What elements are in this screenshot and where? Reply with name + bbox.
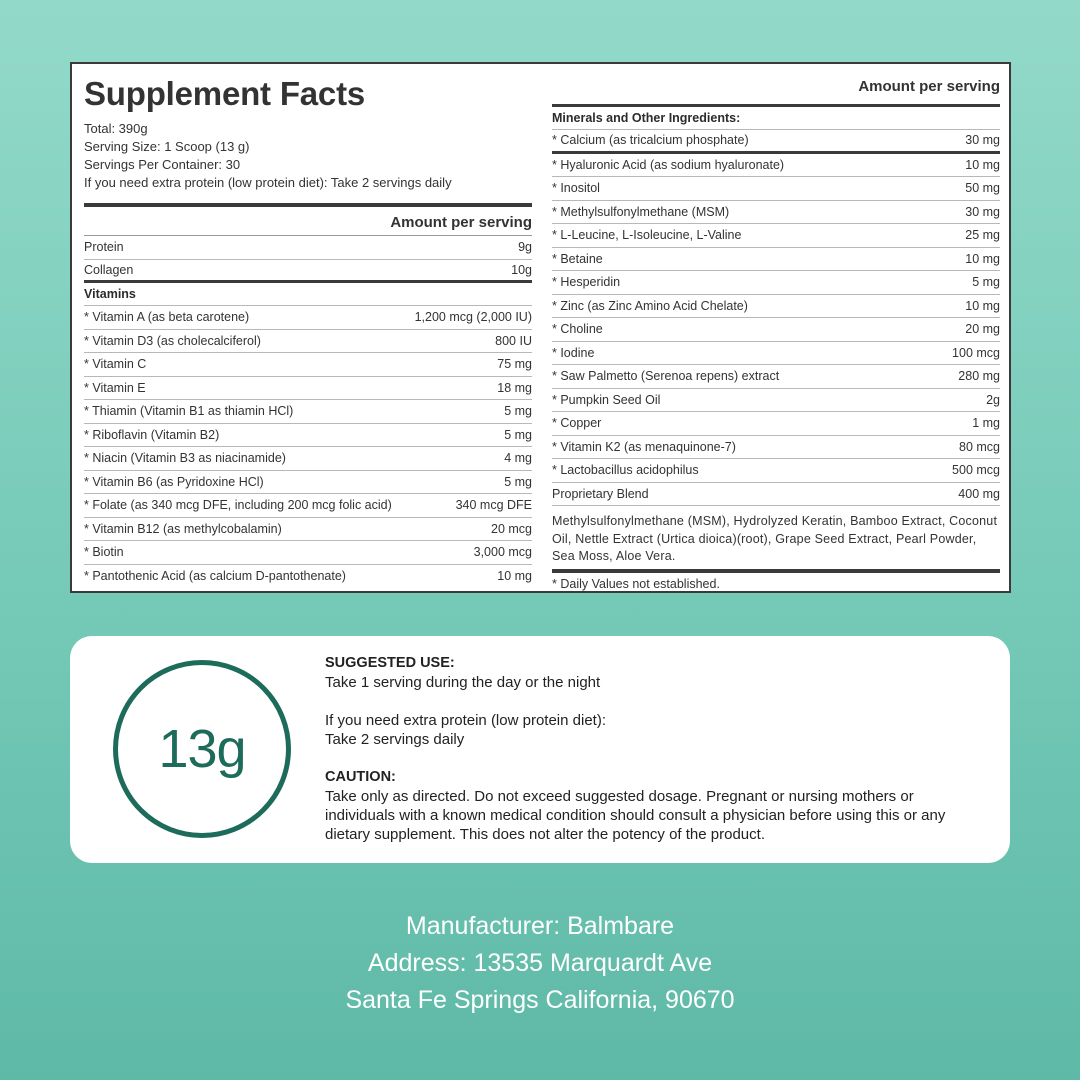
nutrient-row — [552, 483, 1000, 507]
nutrient-row — [552, 342, 1000, 366]
suggested-use-line: Take 1 serving during the day or the night — [325, 674, 601, 691]
extra-protein-line: If you need extra protein (low protein diet): — [325, 712, 606, 729]
vitamins-label: Vitamins — [84, 283, 532, 306]
nutrient-row — [84, 494, 532, 518]
nutrient-name: * Vitamin K2 (as menaquinone-7) — [552, 439, 736, 454]
meta-total: Total: 390g — [84, 121, 148, 136]
nutrient-amount: 80 mcg — [959, 439, 1000, 454]
nutrient-row — [84, 565, 532, 589]
nutrient-row — [552, 154, 1000, 178]
nutrient-name: * Biotin — [84, 545, 124, 560]
nutrient-name: * Hesperidin — [552, 275, 621, 290]
divider — [84, 203, 532, 207]
manufacturer-info — [0, 908, 1080, 1019]
extra-protein-dose: Take 2 servings daily — [325, 731, 465, 748]
nutrient-name: * Hyaluronic Acid (as sodium hyaluronate) — [552, 157, 785, 172]
nutrient-name: * Vitamin E — [84, 380, 146, 395]
nutrient-amount: 1,200 mcg (2,000 IU) — [414, 310, 532, 325]
blend-ingredients: Methylsulfonylmethane (MSM), Hydrolyzed Keratin, Bamboo Extract, Coconut Oil, Nettle Extract (Urtica dioica)(root), Grape Seed Extract, Pearl Powder, Sea Moss, Aloe Vera. — [552, 514, 998, 563]
nutrient-row — [84, 541, 532, 565]
nutrient-row — [84, 471, 532, 495]
nutrient-amount: 280 mg — [958, 369, 1000, 384]
nutrient-row — [552, 365, 1000, 389]
nutrient-row — [552, 130, 1000, 154]
nutrient-row — [84, 236, 532, 260]
nutrient-row — [552, 271, 1000, 295]
nutrient-row — [552, 177, 1000, 201]
manufacturer-name: Manufacturer: Balmbare — [405, 912, 675, 940]
amount-per-serving-header: Amount per serving — [858, 78, 1000, 95]
nutrient-name: Proprietary Blend — [552, 486, 649, 501]
nutrient-name: * Betaine — [552, 251, 603, 266]
nutrient-name: * Copper — [552, 416, 602, 431]
nutrient-name: * Pumpkin Seed Oil — [552, 392, 661, 407]
nutrient-amount: 5 mg — [504, 427, 532, 442]
nutrient-amount: 1 mg — [972, 416, 1000, 431]
usage-card — [70, 636, 1010, 863]
nutrient-row — [84, 400, 532, 424]
meta-servings-per-container: Servings Per Container: 30 — [84, 157, 241, 172]
amount-per-serving-header: Amount per serving — [84, 212, 532, 236]
nutrient-amount: 4 mg — [504, 451, 532, 466]
nutrient-row — [84, 447, 532, 471]
nutrient-name: * Calcium (as tricalcium phosphate) — [552, 133, 749, 148]
nutrient-row — [552, 459, 1000, 483]
nutrient-amount: 20 mcg — [491, 521, 532, 536]
nutrient-name: * Iodine — [552, 345, 595, 360]
nutrient-amount: 10 mg — [965, 298, 1000, 313]
nutrient-name: * Vitamin C — [84, 357, 147, 372]
nutrient-name: * Zinc (as Zinc Amino Acid Chelate) — [552, 298, 748, 313]
nutrient-name: Protein — [84, 240, 124, 255]
manufacturer-address: Address: 13535 Marquardt Ave — [367, 949, 713, 977]
nutrient-amount: 20 mg — [965, 322, 1000, 337]
nutrient-name: Collagen — [84, 262, 134, 277]
nutrient-amount: 10g — [511, 262, 532, 277]
nutrient-amount: 5 mg — [504, 404, 532, 419]
vitamin-list — [84, 306, 532, 588]
nutrient-name: * Vitamin B12 (as methylcobalamin) — [84, 521, 282, 536]
nutrient-amount: 30 mg — [965, 133, 1000, 148]
nutrient-name: * Riboflavin (Vitamin B2) — [84, 427, 220, 442]
nutrient-row — [84, 260, 532, 284]
nutrient-amount: 10 mg — [497, 569, 532, 584]
manufacturer-city: Santa Fe Springs California, 90670 — [345, 986, 735, 1014]
nutrient-row — [84, 377, 532, 401]
nutrient-amount: 9g — [518, 240, 532, 255]
caution-heading: CAUTION: — [325, 769, 396, 785]
usage-text — [325, 654, 985, 844]
nutrient-row — [552, 224, 1000, 248]
nutrient-amount: 2g — [986, 392, 1000, 407]
serving-badge — [113, 660, 291, 838]
nutrient-amount: 5 mg — [504, 474, 532, 489]
nutrient-name: * L-Leucine, L-Isoleucine, L-Valine — [552, 228, 742, 243]
nutrient-amount: 5 mg — [972, 275, 1000, 290]
nutrient-row — [552, 248, 1000, 272]
nutrient-name: * Inositol — [552, 181, 600, 196]
nutrient-amount: 10 mg — [965, 251, 1000, 266]
nutrient-amount: 340 mcg DFE — [455, 498, 532, 513]
nutrient-name: * Vitamin B6 (as Pyridoxine HCl) — [84, 474, 264, 489]
facts-title: Supplement Facts — [84, 75, 366, 112]
nutrient-row — [84, 306, 532, 330]
nutrient-amount: 500 mcg — [952, 463, 1000, 478]
meta-extra-protein: If you need extra protein (low protein diet): Take 2 servings daily — [84, 175, 452, 190]
meta-serving-size: Serving Size: 1 Scoop (13 g) — [84, 139, 250, 154]
nutrient-amount: 30 mg — [965, 204, 1000, 219]
nutrient-row — [84, 424, 532, 448]
nutrient-name: * Thiamin (Vitamin B1 as thiamin HCl) — [84, 404, 294, 419]
caution-text: Take only as directed. Do not exceed suggested dosage. Pregnant or nursing mothers or individuals with a known medical condition should consult a physician before using this or any dietary supplement. This does not alter the potency of the product. — [325, 788, 946, 843]
nutrient-amount: 10 mg — [965, 157, 1000, 172]
nutrient-name: * Saw Palmetto (Serenoa repens) extract — [552, 369, 780, 384]
nutrient-name: * Choline — [552, 322, 603, 337]
daily-values-footnote: * Daily Values not established. — [552, 576, 720, 591]
minerals-label: Minerals and Other Ingredients: — [552, 107, 1000, 130]
nutrient-amount: 25 mg — [965, 228, 1000, 243]
nutrient-row — [552, 412, 1000, 436]
nutrient-amount: 100 mcg — [952, 345, 1000, 360]
nutrient-name: * Pantothenic Acid (as calcium D-pantothenate) — [84, 569, 346, 584]
nutrient-row — [552, 436, 1000, 460]
suggested-use-heading: SUGGESTED USE: — [325, 655, 455, 671]
facts-meta — [84, 120, 532, 192]
nutrient-row — [84, 330, 532, 354]
supplement-facts-panel — [70, 62, 1011, 593]
serving-badge-text: 13g — [158, 719, 246, 779]
nutrient-row — [552, 389, 1000, 413]
facts-right-column — [552, 74, 1000, 595]
nutrient-name: * Folate (as 340 mcg DFE, including 200 mcg folic acid) — [84, 498, 392, 513]
nutrient-name: * Vitamin A (as beta carotene) — [84, 310, 250, 325]
nutrient-row — [84, 518, 532, 542]
nutrient-row — [552, 318, 1000, 342]
nutrient-name: * Niacin (Vitamin B3 as niacinamide) — [84, 451, 286, 466]
nutrient-row — [84, 353, 532, 377]
nutrient-name: * Vitamin D3 (as cholecalciferol) — [84, 333, 261, 348]
nutrient-name: * Methylsulfonylmethane (MSM) — [552, 204, 730, 219]
mineral-list — [552, 130, 1000, 506]
nutrient-amount: 75 mg — [497, 357, 532, 372]
nutrient-name: * Lactobacillus acidophilus — [552, 463, 699, 478]
facts-left-column — [84, 74, 532, 588]
nutrient-amount: 50 mg — [965, 181, 1000, 196]
nutrient-amount: 3,000 mcg — [473, 545, 532, 560]
nutrient-row — [552, 201, 1000, 225]
nutrient-amount: 400 mg — [958, 486, 1000, 501]
nutrient-amount: 18 mg — [497, 380, 532, 395]
nutrient-row — [552, 295, 1000, 319]
nutrient-amount: 800 IU — [495, 333, 532, 348]
